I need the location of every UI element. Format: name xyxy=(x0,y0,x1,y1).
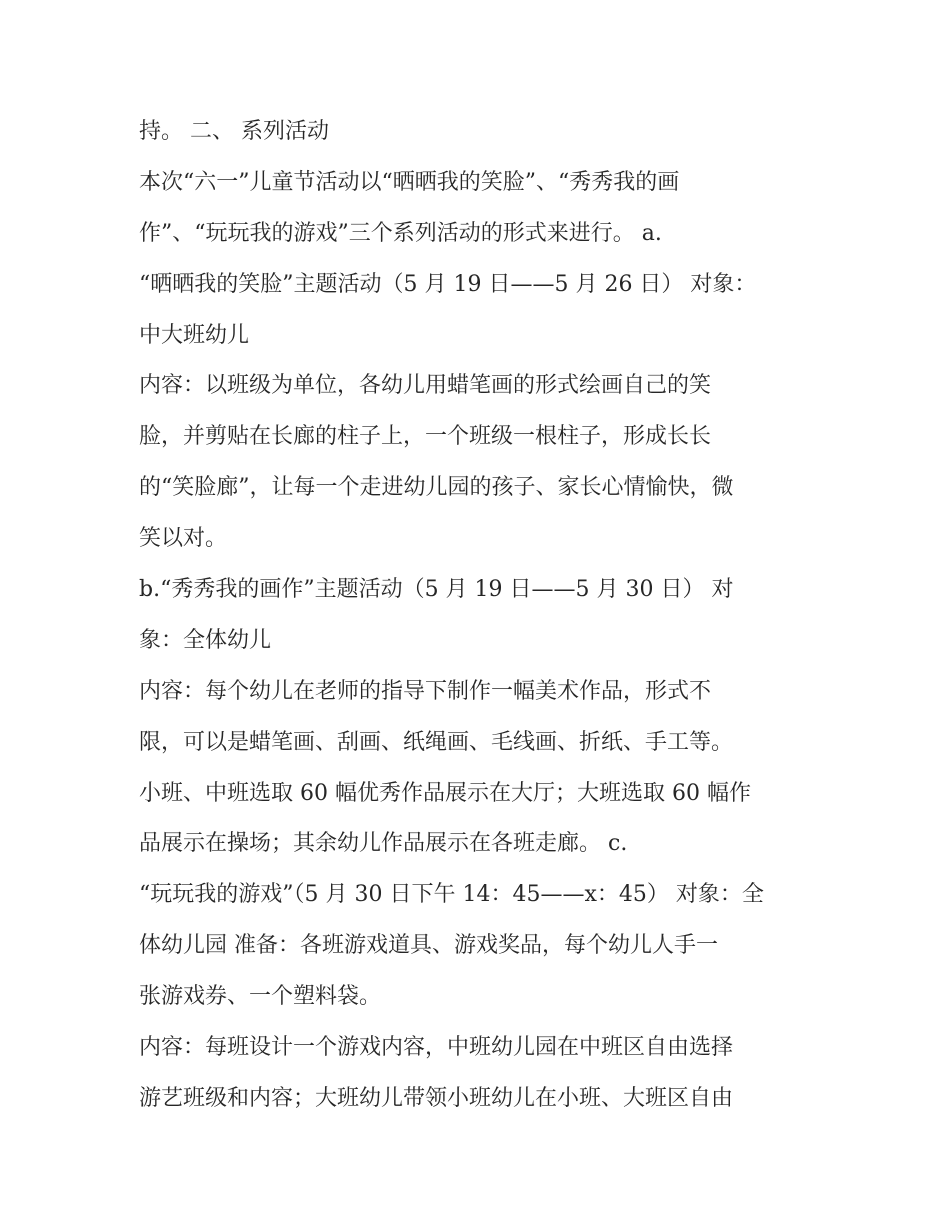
text-line: 体幼儿园 准备：各班游戏道具、游戏奖品，每个幼儿人手一 xyxy=(139,933,718,959)
text-line: “玩玩我的游戏”（5 月 30 日下午 14：45——x：45） 对象：全 xyxy=(139,882,764,908)
text-line: 游艺班级和内容；大班幼儿带领小班幼儿在小班、大班区自由 xyxy=(139,1085,734,1111)
text-line: 小班、中班选取 60 幅优秀作品展示在大厅；大班选取 60 幅作 xyxy=(139,780,751,806)
text-line: 象：全体幼儿 xyxy=(139,627,272,653)
text-line: “晒晒我的笑脸”主题活动（5 月 19 日——5 月 26 日） 对象： xyxy=(139,271,757,297)
text-line: 持。 二、 系列活动 xyxy=(139,119,329,144)
text-line: 作”、“玩玩我的游戏”三个系列活动的形式来进行。 a. xyxy=(139,220,662,246)
text-line: 笑以对。 xyxy=(139,526,228,552)
text-line: 张游戏券、一个塑料袋。 xyxy=(139,984,382,1010)
text-line: 脸，并剪贴在长廊的柱子上，一个班级一根柱子，形成长长 xyxy=(139,424,712,450)
text-line: 内容：以班级为单位，各幼儿用蜡笔画的形式绘画自己的笑 xyxy=(139,373,712,399)
text-line: 的“笑脸廊”，让每一个走进幼儿园的孩子、家长心情愉快，微 xyxy=(139,475,734,501)
text-line: 品展示在操场；其余幼儿作品展示在各班走廊。 c. xyxy=(139,831,628,857)
text-line: b.“秀秀我的画作”主题活动（5 月 19 日——5 月 30 日） 对 xyxy=(139,577,734,603)
text-line: 限，可以是蜡笔画、刮画、纸绳画、毛线画、折纸、手工等。 xyxy=(139,729,734,755)
text-line: 内容：每个幼儿在老师的指导下制作一幅美术作品，形式不 xyxy=(139,678,712,704)
text-line: 内容：每班设计一个游戏内容，中班幼儿园在中班区自由选择 xyxy=(139,1035,734,1061)
text-line: 本次“六一”儿童节活动以“晒晒我的笑脸”、“秀秀我的画 xyxy=(139,169,680,195)
text-line: 中大班幼儿 xyxy=(139,322,250,348)
document-body xyxy=(139,107,829,1125)
